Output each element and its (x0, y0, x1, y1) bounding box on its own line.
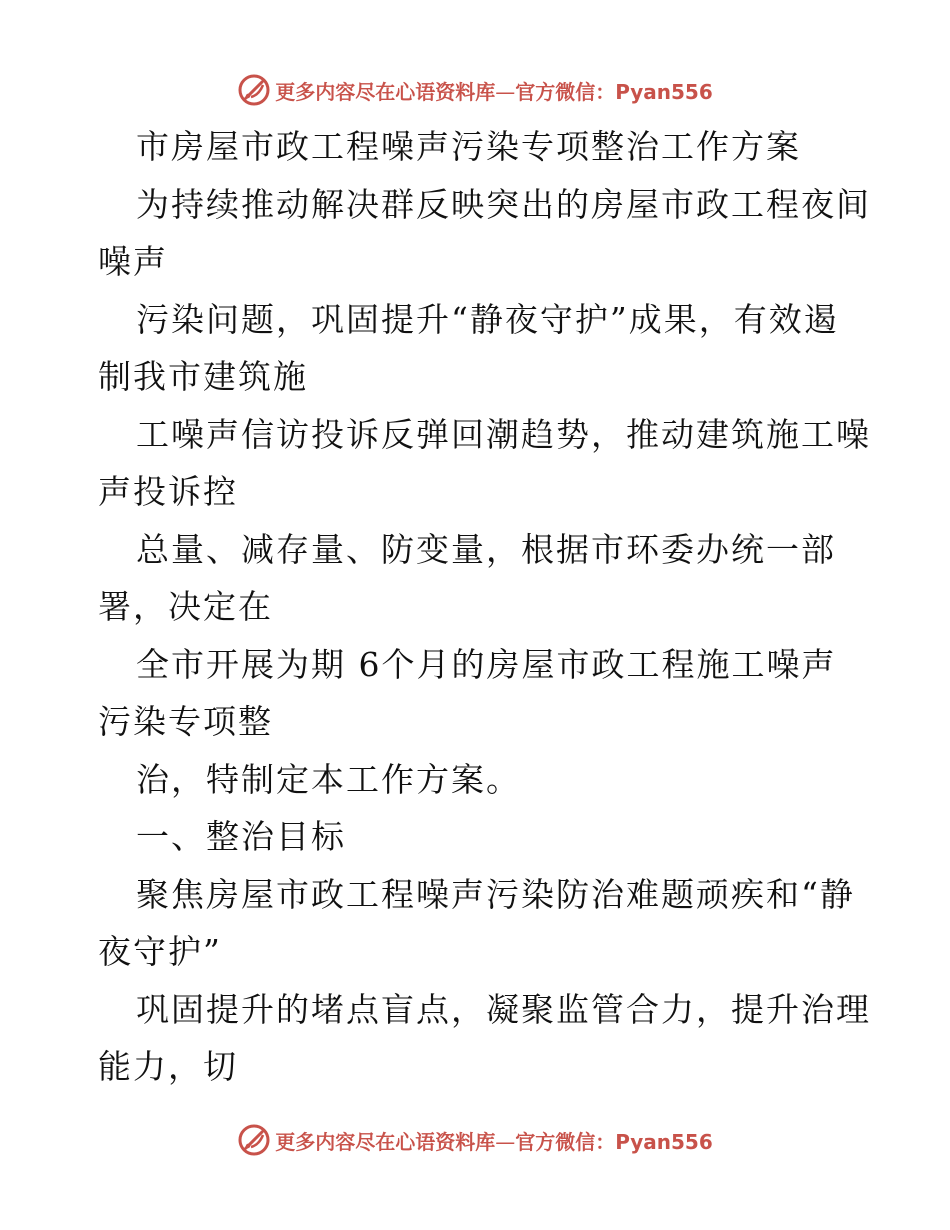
document-line: 能力，切 (98, 1047, 238, 1086)
banner-handle: Pyan556 (615, 79, 713, 104)
document-line: 一、整治目标 (136, 817, 346, 856)
document-line: 巩固提升的堵点盲点，凝聚监管合力，提升治理 (136, 989, 871, 1029)
document-line: 治，特制定本工作方案。 (136, 759, 521, 799)
document-line: 全市开展为期 6个月的房屋市政工程施工噪声 (136, 644, 837, 684)
banner-label: 官方微信： (515, 79, 616, 104)
document-line: 制我市建筑施 (98, 357, 308, 396)
quill-logo-icon (237, 73, 271, 107)
document-line: 污染专项整 (98, 702, 273, 741)
quill-logo-icon (237, 1123, 271, 1157)
document-line: 总量、减存量、防变量，根据市环委办统一部 (136, 529, 836, 569)
banner-text (275, 76, 713, 105)
document-line: 夜守护” (98, 932, 222, 971)
document-line: 为持续推动解决群反映突出的房屋市政工程夜间 (136, 184, 871, 224)
document-line: 聚焦房屋市政工程噪声污染防治难题顽疾和“静 (136, 874, 855, 914)
document-line: 噪声 (98, 242, 168, 281)
document-line: 工噪声信访投诉反弹回潮趋势，推动建筑施工噪 (136, 414, 871, 454)
document-line: 署，决定在 (98, 587, 273, 626)
banner-title: 更多内容尽在心语资料库 (275, 1129, 496, 1154)
banner-dash: — (495, 1129, 516, 1154)
header-banner (0, 70, 950, 110)
banner-text (275, 1126, 713, 1155)
banner-handle: Pyan556 (615, 1129, 713, 1154)
document-line: 污染问题，巩固提升“静夜守护”成果，有效遏 (136, 299, 839, 339)
document-body (98, 118, 871, 1096)
banner-dash: — (495, 79, 516, 104)
document-line: 市房屋市政工程噪声污染专项整治工作方案 (136, 127, 801, 166)
banner-title: 更多内容尽在心语资料库 (275, 79, 496, 104)
footer-banner (0, 1120, 950, 1160)
banner-label: 官方微信： (515, 1129, 616, 1154)
document-line: 声投诉控 (98, 472, 238, 511)
